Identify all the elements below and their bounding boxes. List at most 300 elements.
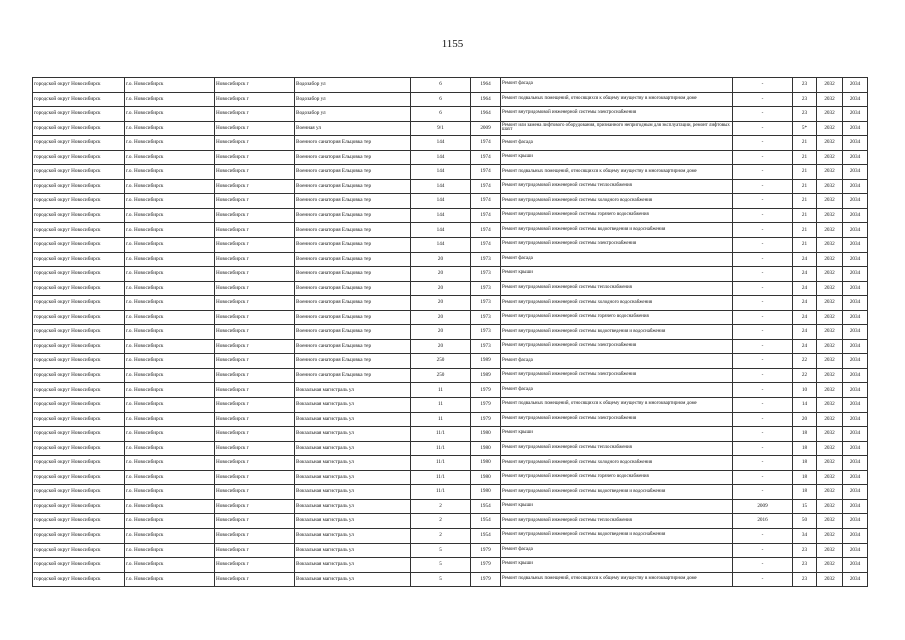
plan-end-year-cell: 2034 bbox=[843, 194, 868, 209]
settlement-cell: Новосибирск г bbox=[215, 165, 295, 180]
settlement-cell: Новосибирск г bbox=[215, 572, 295, 587]
work-type-cell: Ремонт фасада bbox=[501, 78, 733, 93]
build-year-cell: 1974 bbox=[471, 208, 501, 223]
district-cell: г.о. Новосибирск bbox=[125, 558, 215, 573]
settlement-cell: Новосибирск г bbox=[215, 267, 295, 282]
table-row bbox=[33, 223, 868, 238]
district-cell: г.о. Новосибирск bbox=[125, 252, 215, 267]
house-number-cell: 20 bbox=[411, 252, 471, 267]
wear-percent-cell: 21 bbox=[793, 136, 817, 151]
plan-end-year-cell: 2034 bbox=[843, 398, 868, 413]
settlement-cell: Новосибирск г bbox=[215, 325, 295, 340]
table-row bbox=[33, 543, 868, 558]
work-type-cell: Ремонт крыши bbox=[501, 150, 733, 165]
plan-end-year-cell: 2034 bbox=[843, 208, 868, 223]
work-type-cell: Ремонт внутридомовой инженерной системы электроснабжения bbox=[501, 368, 733, 383]
last-repair-year-cell: - bbox=[733, 165, 793, 180]
build-year-cell: 1973 bbox=[471, 325, 501, 340]
district-cell: г.о. Новосибирск bbox=[125, 470, 215, 485]
last-repair-year-cell: - bbox=[733, 107, 793, 122]
street-cell: Военного санатория Ельцовка тер bbox=[295, 150, 411, 165]
street-cell: Военного санатория Ельцовка тер bbox=[295, 310, 411, 325]
wear-percent-cell: 24 bbox=[793, 339, 817, 354]
plan-end-year-cell: 2034 bbox=[843, 383, 868, 398]
street-cell: Военного санатория Ельцовка тер bbox=[295, 208, 411, 223]
municipality-cell: городской округ Новосибирск bbox=[33, 281, 125, 296]
plan-end-year-cell: 2034 bbox=[843, 267, 868, 282]
municipality-cell: городской округ Новосибирск bbox=[33, 339, 125, 354]
street-cell: Военного санатория Ельцовка тер bbox=[295, 252, 411, 267]
plan-start-year-cell: 2032 bbox=[817, 528, 843, 543]
municipality-cell: городской округ Новосибирск bbox=[33, 165, 125, 180]
table-row bbox=[33, 528, 868, 543]
settlement-cell: Новосибирск г bbox=[215, 223, 295, 238]
settlement-cell: Новосибирск г bbox=[215, 485, 295, 500]
house-number-cell: 2 bbox=[411, 528, 471, 543]
wear-percent-cell: 22 bbox=[793, 368, 817, 383]
table-row bbox=[33, 92, 868, 107]
municipality-cell: городской округ Новосибирск bbox=[33, 238, 125, 253]
settlement-cell: Новосибирск г bbox=[215, 514, 295, 529]
table-row bbox=[33, 514, 868, 529]
municipality-cell: городской округ Новосибирск bbox=[33, 194, 125, 209]
last-repair-year-cell: - bbox=[733, 296, 793, 311]
house-number-cell: 250 bbox=[411, 368, 471, 383]
district-cell: г.о. Новосибирск bbox=[125, 368, 215, 383]
work-type-cell: Ремонт внутридомовой инженерной системы электроснабжения bbox=[501, 107, 733, 122]
work-type-cell: Ремонт подвальных помещений, относящихся к общему имуществу в многоквартирном доме bbox=[501, 92, 733, 107]
last-repair-year-cell: - bbox=[733, 456, 793, 471]
street-cell: Военного санатория Ельцовка тер bbox=[295, 296, 411, 311]
settlement-cell: Новосибирск г bbox=[215, 150, 295, 165]
repair-schedule-table bbox=[32, 77, 868, 587]
house-number-cell: 144 bbox=[411, 165, 471, 180]
municipality-cell: городской округ Новосибирск bbox=[33, 325, 125, 340]
plan-start-year-cell: 2032 bbox=[817, 485, 843, 500]
street-cell: Военного санатория Ельцовка тер bbox=[295, 179, 411, 194]
wear-percent-cell: 23 bbox=[793, 92, 817, 107]
plan-start-year-cell: 2032 bbox=[817, 179, 843, 194]
street-cell: Военного санатория Ельцовка тер bbox=[295, 238, 411, 253]
municipality-cell: городской округ Новосибирск bbox=[33, 470, 125, 485]
municipality-cell: городской округ Новосибирск bbox=[33, 398, 125, 413]
plan-start-year-cell: 2032 bbox=[817, 281, 843, 296]
work-type-cell: Ремонт крыши bbox=[501, 427, 733, 442]
district-cell: г.о. Новосибирск bbox=[125, 121, 215, 136]
district-cell: г.о. Новосибирск bbox=[125, 136, 215, 151]
street-cell: Военного санатория Ельцовка тер bbox=[295, 194, 411, 209]
street-cell: Вокзальная магистраль ул bbox=[295, 470, 411, 485]
work-type-cell: Ремонт внутридомовой инженерной системы теплоснабжения bbox=[501, 179, 733, 194]
build-year-cell: 1989 bbox=[471, 368, 501, 383]
house-number-cell: 20 bbox=[411, 296, 471, 311]
wear-percent-cell: 18 bbox=[793, 441, 817, 456]
street-cell: Военного санатория Ельцовка тер bbox=[295, 339, 411, 354]
district-cell: г.о. Новосибирск bbox=[125, 398, 215, 413]
district-cell: г.о. Новосибирск bbox=[125, 427, 215, 442]
house-number-cell: 11/1 bbox=[411, 456, 471, 471]
work-type-cell: Ремонт внутридомовой инженерной системы теплоснабжения bbox=[501, 281, 733, 296]
last-repair-year-cell: - bbox=[733, 441, 793, 456]
wear-percent-cell: 21 bbox=[793, 179, 817, 194]
plan-start-year-cell: 2032 bbox=[817, 354, 843, 369]
wear-percent-cell: 22 bbox=[793, 354, 817, 369]
build-year-cell: 1964 bbox=[471, 107, 501, 122]
table-row bbox=[33, 208, 868, 223]
street-cell: Военного санатория Ельцовка тер bbox=[295, 136, 411, 151]
district-cell: г.о. Новосибирск bbox=[125, 572, 215, 587]
wear-percent-cell: 23 bbox=[793, 543, 817, 558]
last-repair-year-cell: 2016 bbox=[733, 514, 793, 529]
plan-start-year-cell: 2032 bbox=[817, 165, 843, 180]
municipality-cell: городской округ Новосибирск bbox=[33, 296, 125, 311]
last-repair-year-cell: - bbox=[733, 150, 793, 165]
wear-percent-cell: 15 bbox=[793, 499, 817, 514]
municipality-cell: городской округ Новосибирск bbox=[33, 354, 125, 369]
street-cell: Вокзальная магистраль ул bbox=[295, 572, 411, 587]
plan-start-year-cell: 2032 bbox=[817, 514, 843, 529]
street-cell: Вокзальная магистраль ул bbox=[295, 514, 411, 529]
wear-percent-cell: 24 bbox=[793, 252, 817, 267]
house-number-cell: 11/1 bbox=[411, 441, 471, 456]
wear-percent-cell: 24 bbox=[793, 281, 817, 296]
build-year-cell: 1973 bbox=[471, 281, 501, 296]
table-row bbox=[33, 165, 868, 180]
settlement-cell: Новосибирск г bbox=[215, 339, 295, 354]
plan-start-year-cell: 2032 bbox=[817, 325, 843, 340]
table-row bbox=[33, 150, 868, 165]
work-type-cell: Ремонт подвальных помещений, относящихся к общему имуществу в многоквартирном доме bbox=[501, 398, 733, 413]
street-cell: Военного санатория Ельцовка тер bbox=[295, 165, 411, 180]
last-repair-year-cell: - bbox=[733, 92, 793, 107]
last-repair-year-cell: - bbox=[733, 223, 793, 238]
build-year-cell: 1980 bbox=[471, 427, 501, 442]
district-cell: г.о. Новосибирск bbox=[125, 150, 215, 165]
wear-percent-cell: 24 bbox=[793, 310, 817, 325]
plan-end-year-cell: 2034 bbox=[843, 238, 868, 253]
plan-end-year-cell: 2034 bbox=[843, 121, 868, 136]
last-repair-year-cell: - bbox=[733, 558, 793, 573]
plan-start-year-cell: 2032 bbox=[817, 296, 843, 311]
settlement-cell: Новосибирск г bbox=[215, 427, 295, 442]
plan-end-year-cell: 2034 bbox=[843, 412, 868, 427]
build-year-cell: 1964 bbox=[471, 78, 501, 93]
last-repair-year-cell: - bbox=[733, 208, 793, 223]
build-year-cell: 1980 bbox=[471, 485, 501, 500]
district-cell: г.о. Новосибирск bbox=[125, 412, 215, 427]
district-cell: г.о. Новосибирск bbox=[125, 528, 215, 543]
district-cell: г.о. Новосибирск bbox=[125, 281, 215, 296]
street-cell: Военного санатория Ельцовка тер bbox=[295, 267, 411, 282]
street-cell: Вокзальная магистраль ул bbox=[295, 383, 411, 398]
district-cell: г.о. Новосибирск bbox=[125, 107, 215, 122]
plan-end-year-cell: 2034 bbox=[843, 252, 868, 267]
wear-percent-cell: 21 bbox=[793, 150, 817, 165]
settlement-cell: Новосибирск г bbox=[215, 441, 295, 456]
work-type-cell: Ремонт крыши bbox=[501, 267, 733, 282]
build-year-cell: 1979 bbox=[471, 398, 501, 413]
house-number-cell: 2 bbox=[411, 499, 471, 514]
plan-end-year-cell: 2034 bbox=[843, 325, 868, 340]
work-type-cell: Ремонт внутридомовой инженерной системы теплоснабжения bbox=[501, 514, 733, 529]
settlement-cell: Новосибирск г bbox=[215, 412, 295, 427]
plan-end-year-cell: 2034 bbox=[843, 78, 868, 93]
plan-start-year-cell: 2032 bbox=[817, 368, 843, 383]
settlement-cell: Новосибирск г bbox=[215, 296, 295, 311]
street-cell: Вокзальная магистраль ул bbox=[295, 427, 411, 442]
build-year-cell: 1980 bbox=[471, 456, 501, 471]
district-cell: г.о. Новосибирск bbox=[125, 194, 215, 209]
table-row bbox=[33, 558, 868, 573]
wear-percent-cell: 23 bbox=[793, 558, 817, 573]
build-year-cell: 1973 bbox=[471, 252, 501, 267]
plan-start-year-cell: 2032 bbox=[817, 572, 843, 587]
house-number-cell: 11/1 bbox=[411, 485, 471, 500]
plan-end-year-cell: 2034 bbox=[843, 281, 868, 296]
municipality-cell: городской округ Новосибирск bbox=[33, 208, 125, 223]
settlement-cell: Новосибирск г bbox=[215, 354, 295, 369]
plan-start-year-cell: 2032 bbox=[817, 92, 843, 107]
municipality-cell: городской округ Новосибирск bbox=[33, 78, 125, 93]
wear-percent-cell: 24 bbox=[793, 267, 817, 282]
district-cell: г.о. Новосибирск bbox=[125, 179, 215, 194]
street-cell: Вокзальная магистраль ул bbox=[295, 499, 411, 514]
work-type-cell: Ремонт внутридомовой инженерной системы водоотведения и водоснабжения bbox=[501, 528, 733, 543]
wear-percent-cell: 23 bbox=[793, 78, 817, 93]
settlement-cell: Новосибирск г bbox=[215, 194, 295, 209]
last-repair-year-cell: - bbox=[733, 252, 793, 267]
build-year-cell: 1979 bbox=[471, 412, 501, 427]
plan-start-year-cell: 2032 bbox=[817, 208, 843, 223]
build-year-cell: 1974 bbox=[471, 179, 501, 194]
table-row bbox=[33, 499, 868, 514]
plan-end-year-cell: 2034 bbox=[843, 107, 868, 122]
district-cell: г.о. Новосибирск bbox=[125, 165, 215, 180]
settlement-cell: Новосибирск г bbox=[215, 252, 295, 267]
plan-end-year-cell: 2034 bbox=[843, 179, 868, 194]
table-row bbox=[33, 354, 868, 369]
table-row bbox=[33, 136, 868, 151]
build-year-cell: 1979 bbox=[471, 383, 501, 398]
wear-percent-cell: 24 bbox=[793, 325, 817, 340]
build-year-cell: 1973 bbox=[471, 339, 501, 354]
build-year-cell: 1979 bbox=[471, 558, 501, 573]
municipality-cell: городской округ Новосибирск bbox=[33, 150, 125, 165]
plan-end-year-cell: 2034 bbox=[843, 136, 868, 151]
plan-start-year-cell: 2032 bbox=[817, 339, 843, 354]
settlement-cell: Новосибирск г bbox=[215, 136, 295, 151]
build-year-cell: 1973 bbox=[471, 310, 501, 325]
house-number-cell: 11 bbox=[411, 383, 471, 398]
settlement-cell: Новосибирск г bbox=[215, 92, 295, 107]
plan-start-year-cell: 2032 bbox=[817, 412, 843, 427]
plan-start-year-cell: 2032 bbox=[817, 238, 843, 253]
house-number-cell: 144 bbox=[411, 194, 471, 209]
house-number-cell: 5 bbox=[411, 543, 471, 558]
table-row bbox=[33, 383, 868, 398]
plan-start-year-cell: 2032 bbox=[817, 543, 843, 558]
wear-percent-cell: 50 bbox=[793, 514, 817, 529]
house-number-cell: 144 bbox=[411, 238, 471, 253]
build-year-cell: 2009 bbox=[471, 121, 501, 136]
work-type-cell: Ремонт внутридомовой инженерной системы холодного водоснабжения bbox=[501, 296, 733, 311]
table-row bbox=[33, 325, 868, 340]
table-row bbox=[33, 456, 868, 471]
municipality-cell: городской округ Новосибирск bbox=[33, 528, 125, 543]
house-number-cell: 11 bbox=[411, 398, 471, 413]
municipality-cell: городской округ Новосибирск bbox=[33, 92, 125, 107]
settlement-cell: Новосибирск г bbox=[215, 368, 295, 383]
street-cell: Военная ул bbox=[295, 121, 411, 136]
street-cell: Вокзальная магистраль ул bbox=[295, 412, 411, 427]
municipality-cell: городской округ Новосибирск bbox=[33, 136, 125, 151]
district-cell: г.о. Новосибирск bbox=[125, 296, 215, 311]
street-cell: Водозабор ул bbox=[295, 107, 411, 122]
table-row bbox=[33, 310, 868, 325]
plan-end-year-cell: 2034 bbox=[843, 368, 868, 383]
wear-percent-cell: 34 bbox=[793, 528, 817, 543]
work-type-cell: Ремонт внутридомовой инженерной системы холодного водоснабжения bbox=[501, 456, 733, 471]
plan-start-year-cell: 2032 bbox=[817, 223, 843, 238]
house-number-cell: 2 bbox=[411, 514, 471, 529]
house-number-cell: 144 bbox=[411, 150, 471, 165]
table-row bbox=[33, 427, 868, 442]
wear-percent-cell: 21 bbox=[793, 165, 817, 180]
table-row bbox=[33, 121, 868, 136]
plan-end-year-cell: 2034 bbox=[843, 150, 868, 165]
work-type-cell: Ремонт внутридомовой инженерной системы холодного водоснабжения bbox=[501, 194, 733, 209]
district-cell: г.о. Новосибирск bbox=[125, 325, 215, 340]
settlement-cell: Новосибирск г bbox=[215, 383, 295, 398]
wear-percent-cell: 18 bbox=[793, 427, 817, 442]
house-number-cell: 144 bbox=[411, 208, 471, 223]
street-cell: Водозабор ул bbox=[295, 92, 411, 107]
build-year-cell: 1979 bbox=[471, 543, 501, 558]
table-row bbox=[33, 441, 868, 456]
work-type-cell: Ремонт фасада bbox=[501, 354, 733, 369]
house-number-cell: 144 bbox=[411, 136, 471, 151]
district-cell: г.о. Новосибирск bbox=[125, 441, 215, 456]
work-type-cell: Ремонт внутридомовой инженерной системы горячего водоснабжения bbox=[501, 208, 733, 223]
build-year-cell: 1980 bbox=[471, 470, 501, 485]
municipality-cell: городской округ Новосибирск bbox=[33, 427, 125, 442]
work-type-cell: Ремонт внутридомовой инженерной системы горячего водоснабжения bbox=[501, 470, 733, 485]
build-year-cell: 1954 bbox=[471, 514, 501, 529]
table-row bbox=[33, 252, 868, 267]
last-repair-year-cell: - bbox=[733, 368, 793, 383]
street-cell: Вокзальная магистраль ул bbox=[295, 528, 411, 543]
table-row bbox=[33, 339, 868, 354]
plan-end-year-cell: 2034 bbox=[843, 514, 868, 529]
plan-end-year-cell: 2034 bbox=[843, 558, 868, 573]
work-type-cell: Ремонт подвальных помещений, относящихся к общему имуществу в многоквартирном доме bbox=[501, 165, 733, 180]
wear-percent-cell: 18 bbox=[793, 470, 817, 485]
wear-percent-cell: 18 bbox=[793, 456, 817, 471]
house-number-cell: 6 bbox=[411, 107, 471, 122]
settlement-cell: Новосибирск г bbox=[215, 238, 295, 253]
house-number-cell: 6 bbox=[411, 78, 471, 93]
plan-end-year-cell: 2034 bbox=[843, 456, 868, 471]
table-row bbox=[33, 179, 868, 194]
municipality-cell: городской округ Новосибирск bbox=[33, 310, 125, 325]
street-cell: Военного санатория Ельцовка тер bbox=[295, 368, 411, 383]
plan-end-year-cell: 2034 bbox=[843, 470, 868, 485]
build-year-cell: 1973 bbox=[471, 296, 501, 311]
plan-end-year-cell: 2034 bbox=[843, 441, 868, 456]
plan-start-year-cell: 2032 bbox=[817, 310, 843, 325]
house-number-cell: 9/1 bbox=[411, 121, 471, 136]
plan-start-year-cell: 2032 bbox=[817, 150, 843, 165]
last-repair-year-cell: - bbox=[733, 267, 793, 282]
plan-start-year-cell: 2032 bbox=[817, 267, 843, 282]
wear-percent-cell: 21 bbox=[793, 223, 817, 238]
settlement-cell: Новосибирск г bbox=[215, 281, 295, 296]
work-type-cell: Ремонт фасада bbox=[501, 543, 733, 558]
settlement-cell: Новосибирск г bbox=[215, 499, 295, 514]
build-year-cell: 1954 bbox=[471, 499, 501, 514]
last-repair-year-cell: - bbox=[733, 528, 793, 543]
wear-percent-cell: 21 bbox=[793, 238, 817, 253]
house-number-cell: 11 bbox=[411, 412, 471, 427]
last-repair-year-cell: - bbox=[733, 354, 793, 369]
work-type-cell: Ремонт внутридомовой инженерной системы электроснабжения bbox=[501, 339, 733, 354]
plan-start-year-cell: 2032 bbox=[817, 499, 843, 514]
last-repair-year-cell: - bbox=[733, 238, 793, 253]
district-cell: г.о. Новосибирск bbox=[125, 339, 215, 354]
work-type-cell: Ремонт внутридомовой инженерной системы водоотведения и водоснабжения bbox=[501, 485, 733, 500]
last-repair-year-cell: - bbox=[733, 412, 793, 427]
plan-end-year-cell: 2034 bbox=[843, 165, 868, 180]
plan-start-year-cell: 2032 bbox=[817, 558, 843, 573]
last-repair-year-cell: - bbox=[733, 325, 793, 340]
last-repair-year-cell: - bbox=[733, 194, 793, 209]
last-repair-year-cell: - bbox=[733, 470, 793, 485]
street-cell: Военного санатория Ельцовка тер bbox=[295, 281, 411, 296]
settlement-cell: Новосибирск г bbox=[215, 470, 295, 485]
last-repair-year-cell: - bbox=[733, 427, 793, 442]
last-repair-year-cell: - bbox=[733, 179, 793, 194]
street-cell: Вокзальная магистраль ул bbox=[295, 485, 411, 500]
house-number-cell: 20 bbox=[411, 281, 471, 296]
house-number-cell: 20 bbox=[411, 267, 471, 282]
work-type-cell: Ремонт внутридомовой инженерной системы электроснабжения bbox=[501, 412, 733, 427]
plan-end-year-cell: 2034 bbox=[843, 427, 868, 442]
build-year-cell: 1964 bbox=[471, 92, 501, 107]
municipality-cell: городской округ Новосибирск bbox=[33, 267, 125, 282]
district-cell: г.о. Новосибирск bbox=[125, 223, 215, 238]
settlement-cell: Новосибирск г bbox=[215, 398, 295, 413]
plan-start-year-cell: 2032 bbox=[817, 383, 843, 398]
municipality-cell: городской округ Новосибирск bbox=[33, 572, 125, 587]
plan-end-year-cell: 2034 bbox=[843, 223, 868, 238]
last-repair-year-cell: 2009 bbox=[733, 499, 793, 514]
wear-percent-cell: 24 bbox=[793, 296, 817, 311]
street-cell: Вокзальная магистраль ул bbox=[295, 543, 411, 558]
table-row bbox=[33, 296, 868, 311]
plan-end-year-cell: 2034 bbox=[843, 339, 868, 354]
table-body bbox=[33, 78, 868, 587]
plan-end-year-cell: 2034 bbox=[843, 572, 868, 587]
municipality-cell: городской округ Новосибирск bbox=[33, 223, 125, 238]
house-number-cell: 144 bbox=[411, 223, 471, 238]
work-type-cell: Ремонт внутридомовой инженерной системы водоотведения и водоснабжения bbox=[501, 325, 733, 340]
plan-start-year-cell: 2032 bbox=[817, 456, 843, 471]
table-row bbox=[33, 238, 868, 253]
last-repair-year-cell: - bbox=[733, 136, 793, 151]
district-cell: г.о. Новосибирск bbox=[125, 78, 215, 93]
work-type-cell: Ремонт внутридомовой инженерной системы горячего водоснабжения bbox=[501, 310, 733, 325]
wear-percent-cell: 5* bbox=[793, 121, 817, 136]
